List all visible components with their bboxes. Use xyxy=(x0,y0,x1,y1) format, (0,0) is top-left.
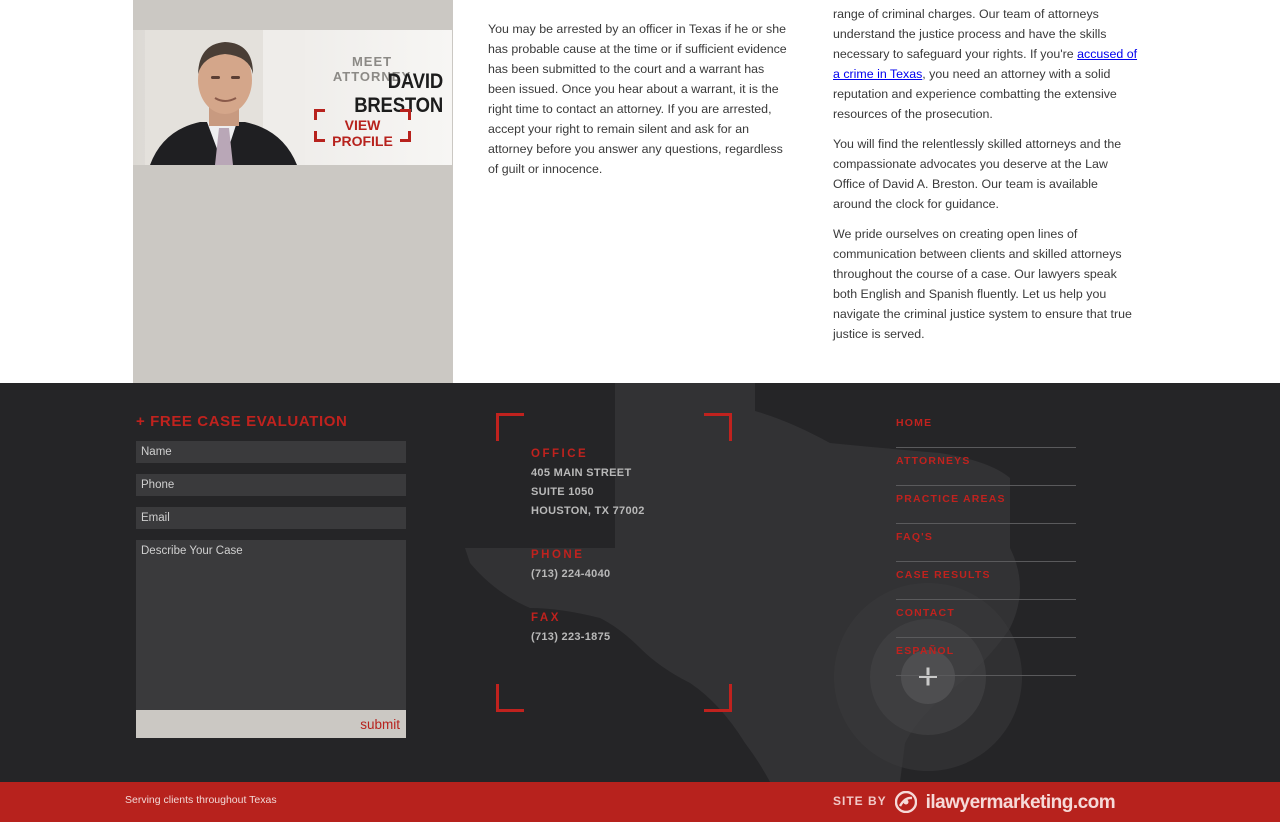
fax-label: FAX xyxy=(531,612,561,624)
submit-button[interactable]: submit xyxy=(360,717,400,732)
brand-name: ilawyermarketing.com xyxy=(925,792,1116,813)
accused-of-crime-link[interactable]: accused of a crime in Texas xyxy=(833,47,1138,81)
site-credit-link[interactable] xyxy=(833,792,1115,815)
fax-number: (713) 223-1875 xyxy=(531,631,611,643)
paragraph: You may be arrested by an officer in Texas if he or she has probable cause at the time or if sufficient evidence has been submitted to the court and a warrant has been issued. Once you hear about a warrant, it is the right time to contact an attorney. If you are arrested, accept your right to remain silent and ask for an attorney before you answer any questions, regardless of guilt or innocence. xyxy=(488,22,787,176)
nav-item-contact[interactable]: CONTACT xyxy=(896,600,1076,638)
office-label: OFFICE xyxy=(531,448,589,460)
submit-bar xyxy=(136,710,406,738)
name-field[interactable] xyxy=(136,441,406,463)
site-footer xyxy=(0,383,1280,782)
frame-corner-icon xyxy=(496,684,524,712)
site-by-label: SITE BY xyxy=(833,794,887,808)
nav-item-home[interactable]: HOME xyxy=(896,410,1076,448)
address-line: 405 MAIN STREET xyxy=(531,467,632,479)
attorney-name: DAVID BRESTON xyxy=(354,70,443,117)
attorney-profile-card[interactable] xyxy=(133,30,452,165)
frame-corner-icon xyxy=(496,413,524,441)
nav-item-practice-areas[interactable]: PRACTICE AREAS xyxy=(896,486,1076,524)
nav-item-espanol[interactable]: ESPAÑOL xyxy=(896,638,1076,676)
ilawyermarketing-logo-icon xyxy=(895,791,917,813)
view-profile-label: VIEW PROFILE xyxy=(332,117,393,149)
service-area-tagline: Serving clients throughout Texas xyxy=(125,794,277,806)
paragraph xyxy=(833,4,1138,124)
address-line: SUITE 1050 xyxy=(531,486,594,498)
footer-navigation xyxy=(896,410,1076,676)
bottom-bar xyxy=(0,782,1280,822)
nav-item-case-results[interactable]: CASE RESULTS xyxy=(896,562,1076,600)
email-field[interactable] xyxy=(136,507,406,529)
paragraph-text: , you need an attorney with a solid reputation and experience combatting the extensive resources of the prosecution. xyxy=(833,67,1117,121)
phone-number: (713) 224-4040 xyxy=(531,568,611,580)
frame-corner-icon xyxy=(704,413,732,441)
paragraph-text: range of criminal charges. Our team of attorneys understand the justice process and have the skills necessary to safeguard your rights. If you're xyxy=(833,7,1107,61)
nav-item-faqs[interactable]: FAQ'S xyxy=(896,524,1076,562)
meet-attorney-label: MEET ATTORNEY xyxy=(332,54,412,84)
paragraph: You will find the relentlessly skilled attorneys and the compassionate advocates you deserve at the Law Office of David A. Breston. Our team is available around the clock for guidance. xyxy=(833,137,1122,211)
nav-item-attorneys[interactable]: ATTORNEYS xyxy=(896,448,1076,486)
view-profile-button[interactable] xyxy=(314,109,411,149)
frame-corner-icon xyxy=(704,684,732,712)
free-case-evaluation-heading: + FREE CASE EVALUATION xyxy=(136,413,348,430)
paragraph: We pride ourselves on creating open lines of communication between clients and skilled attorneys throughout the course of a case. Our lawyers speak both English and Spanish fluently. Let us help you navigate the criminal justice system to ensure that true justice is served. xyxy=(833,227,1132,341)
content-column-right xyxy=(833,4,1138,354)
address-line: HOUSTON, TX 77002 xyxy=(531,505,645,517)
attorney-portrait xyxy=(145,30,305,165)
content-column-middle xyxy=(488,19,793,189)
phone-label: PHONE xyxy=(531,549,585,561)
case-description-field[interactable] xyxy=(136,540,406,710)
phone-field[interactable] xyxy=(136,474,406,496)
